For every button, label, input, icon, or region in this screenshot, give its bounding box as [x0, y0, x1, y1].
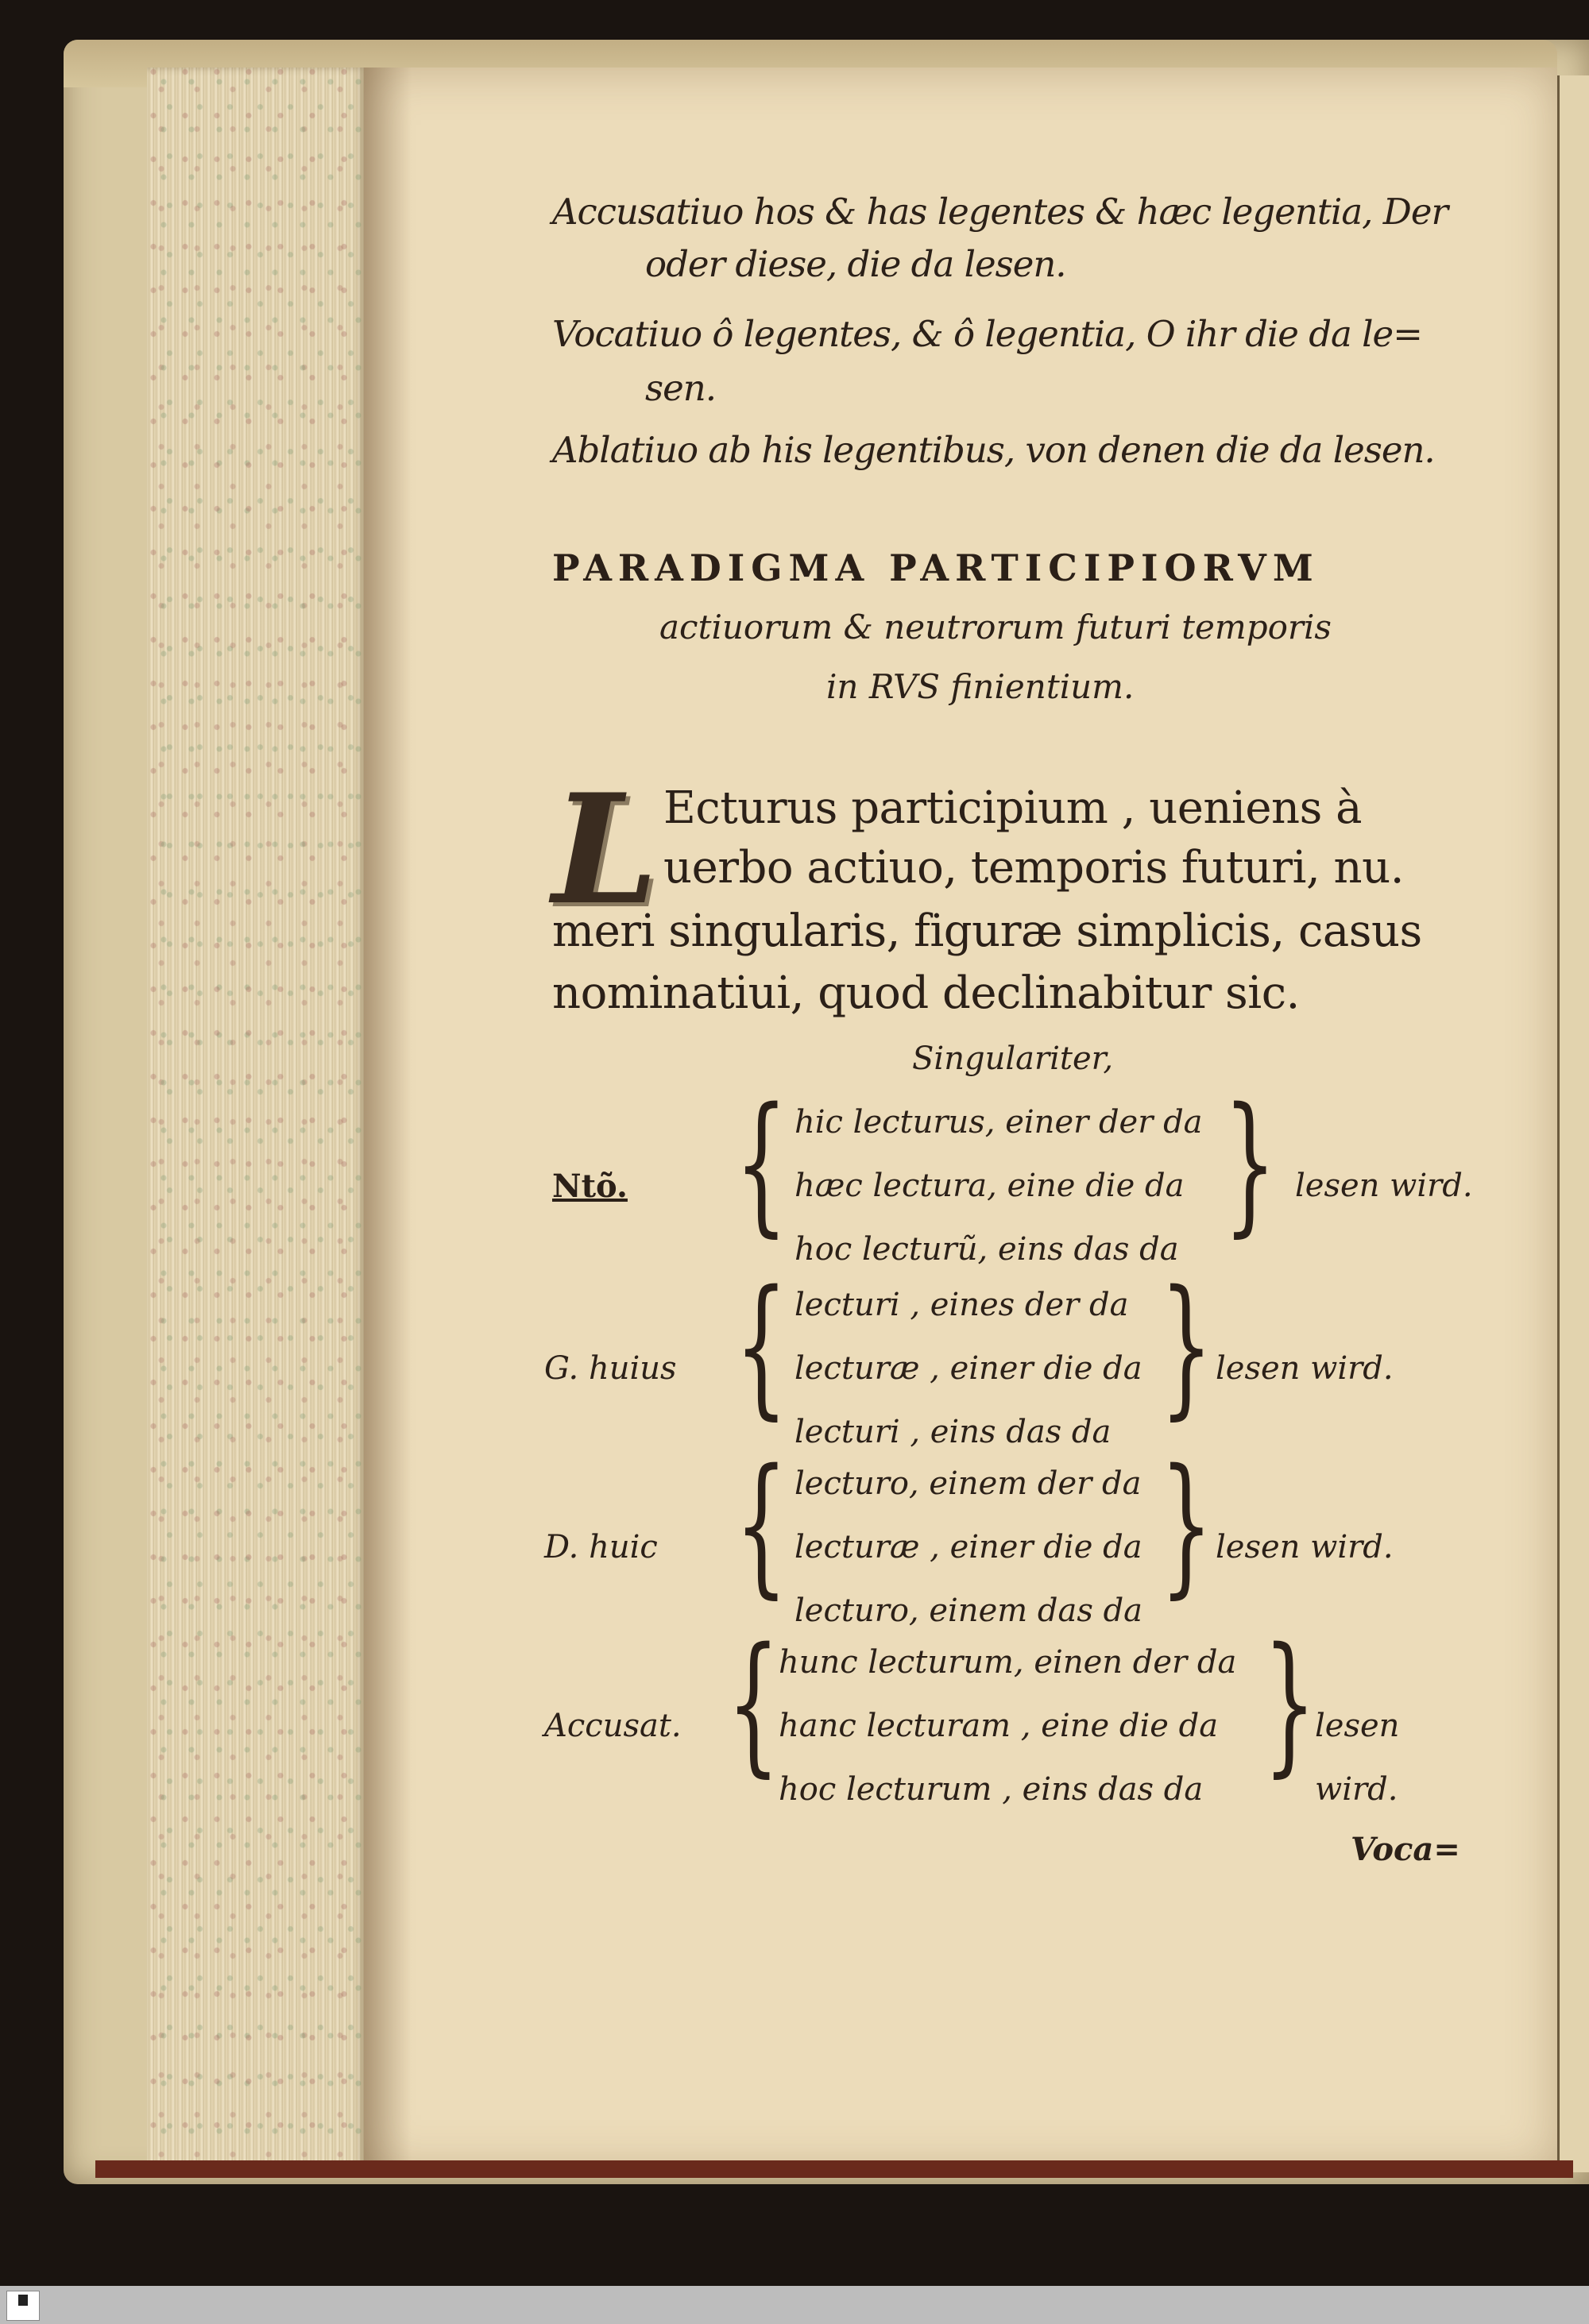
- case-label: D. huic: [544, 1529, 658, 1565]
- catchword: Voca=: [1351, 1831, 1460, 1868]
- form-line: hunc lecturum, einen der da: [779, 1644, 1237, 1681]
- form-line: lecturo, einem das da: [794, 1592, 1143, 1629]
- facing-page-edge: [1557, 75, 1589, 2172]
- section-subheading: actiuorum & neutrorum futuri temporis: [659, 608, 1332, 647]
- form-line: hanc lecturam , eine die da: [779, 1708, 1219, 1744]
- right-brace: }: [1224, 1075, 1277, 1251]
- right-brace: }: [1160, 1437, 1213, 1612]
- case-label: Ntõ.: [552, 1168, 628, 1205]
- drop-cap-initial: L: [552, 761, 659, 938]
- case-label: G. huius: [544, 1350, 677, 1387]
- form-line: hoc lecturũ, eins das da: [794, 1231, 1179, 1268]
- form-line: lecturi , eines der da: [794, 1287, 1129, 1323]
- form-ending: lesen wird.: [1216, 1529, 1394, 1565]
- form-ending: lesen: [1315, 1708, 1400, 1744]
- left-brace: {: [735, 1075, 788, 1251]
- viewer-footer-bar: [0, 2286, 1589, 2324]
- gutter-shadow: [364, 68, 412, 2172]
- text-line: sen.: [645, 367, 717, 409]
- left-brace: {: [735, 1437, 788, 1612]
- form-ending: wird.: [1315, 1771, 1398, 1808]
- left-brace: {: [735, 1258, 788, 1434]
- text-line: Vocatiuo ô legentes, & ô legentia, O ihr die da le=: [552, 313, 1422, 355]
- form-line: lecturæ , einer die da: [794, 1350, 1142, 1387]
- library-logo: [6, 2291, 40, 2321]
- form-line: hoc lecturum , eins das da: [779, 1771, 1204, 1808]
- case-label: Accusat.: [544, 1708, 682, 1744]
- right-brace: }: [1160, 1258, 1213, 1434]
- section-heading: PARADIGMA PARTICIPIORVM: [552, 546, 1320, 589]
- form-line: lecturi , eins das da: [794, 1414, 1112, 1450]
- section-subheading: in RVS finientium.: [826, 667, 1135, 706]
- text-line: Ablatiuo ab his legentibus, von denen die da lesen.: [552, 429, 1435, 471]
- paragraph-line: uerbo actiuo, temporis futuri, nu.: [663, 842, 1404, 894]
- paragraph-line: meri singularis, figuræ simplicis, casus: [552, 905, 1422, 957]
- binding-board: [95, 2160, 1573, 2178]
- form-line: hic lecturus, einer der da: [794, 1104, 1203, 1141]
- form-line: hæc lectura, eine die da: [794, 1168, 1185, 1204]
- form-ending: lesen wird.: [1295, 1168, 1473, 1204]
- declension-label: Singulariter,: [912, 1040, 1114, 1077]
- form-line: lecturo, einem der da: [794, 1465, 1142, 1502]
- text-line: oder diese, die da lesen.: [645, 243, 1066, 285]
- left-brace: {: [727, 1616, 780, 1791]
- paragraph-line: nominatiui, quod declinabitur sic.: [552, 967, 1300, 1019]
- page-fore-edge: [147, 68, 365, 2172]
- right-brace: }: [1263, 1616, 1316, 1791]
- form-line: lecturæ , einer die da: [794, 1529, 1142, 1565]
- text-line: Accusatiuo hos & has legentes & hæc legentia, Der: [552, 191, 1448, 233]
- form-ending: lesen wird.: [1216, 1350, 1394, 1387]
- paragraph-line: Ecturus participium , ueniens à: [663, 782, 1363, 834]
